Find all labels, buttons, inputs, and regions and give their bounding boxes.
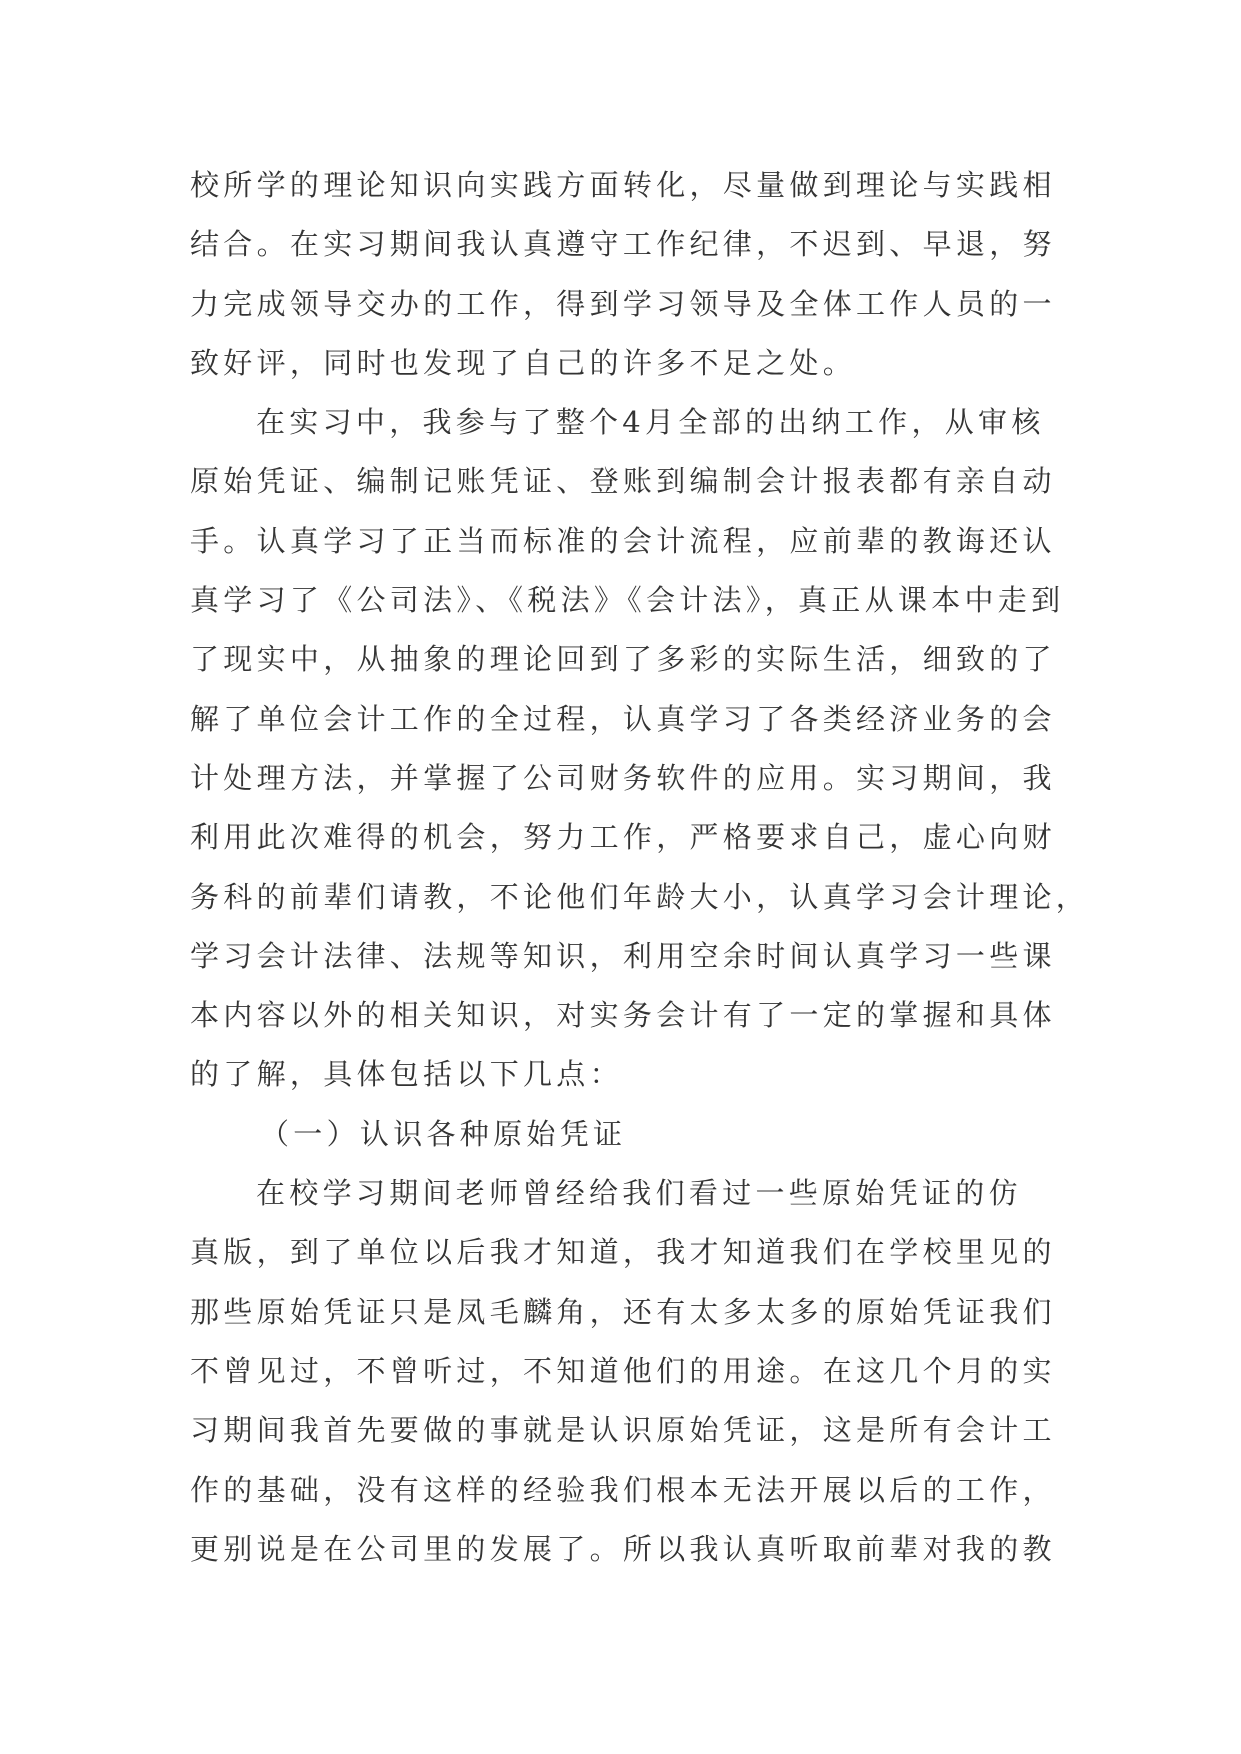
text-line: 那些原始凭证只是凤毛麟角，还有太多太多的原始凭证我们 bbox=[190, 1294, 1056, 1329]
text-line: 习期间我首先要做的事就是认识原始凭证，这是所有会计工 bbox=[190, 1413, 1056, 1448]
text-line: 学习会计法律、法规等知识，利用空余时间认真学习一些课 bbox=[190, 938, 1056, 973]
text-line: 真版，到了单位以后我才知道，我才知道我们在学校里见的 bbox=[190, 1235, 1056, 1270]
text-line: 计处理方法，并掌握了公司财务软件的应用。实习期间，我 bbox=[190, 760, 1056, 795]
text-line: 真学习了《公司法》、《税法》《会计法》，真正从课本中走到 bbox=[190, 583, 1065, 618]
text-line: 的了解，具体包括以下几点： bbox=[190, 1057, 623, 1092]
text-line: 解了单位会计工作的全过程，认真学习了各类经济业务的会 bbox=[190, 701, 1056, 736]
text-line: 本内容以外的相关知识，对实务会计有了一定的掌握和具体 bbox=[190, 998, 1056, 1033]
text-line: 原始凭证、编制记账凭证、登账到编制会计报表都有亲自动 bbox=[190, 464, 1056, 499]
text-line: 校所学的理论知识向实践方面转化，尽量做到理论与实践相 bbox=[190, 168, 1056, 202]
text-line: 更别说是在公司里的发展了。所以我认真听取前辈对我的教 bbox=[190, 1531, 1056, 1566]
text-line: 利用此次难得的机会，努力工作，严格要求自己，虚心向财 bbox=[190, 820, 1056, 855]
text-line: 作的基础，没有这样的经验我们根本无法开展以后的工作， bbox=[190, 1472, 1056, 1507]
text-line: 结合。在实习期间我认真遵守工作纪律，不迟到、早退，努 bbox=[190, 227, 1056, 262]
text-line: 手。认真学习了正当而标准的会计流程，应前辈的教诲还认 bbox=[190, 523, 1056, 558]
text-line: 了现实中，从抽象的理论回到了多彩的实际生活，细致的了 bbox=[190, 642, 1056, 677]
section-heading: （一）认识各种原始凭证 bbox=[260, 1116, 627, 1151]
text-line: 务科的前辈们请教，不论他们年龄大小，认真学习会计理论， bbox=[190, 879, 1090, 914]
paragraph-first-line: 在校学习期间老师曾经给我们看过一些原始凭证的仿 bbox=[256, 1176, 1022, 1211]
text-line: 致好评，同时也发现了自己的许多不足之处。 bbox=[190, 345, 857, 380]
text-line: 力完成领导交办的工作，得到学习领导及全体工作人员的一 bbox=[190, 286, 1056, 321]
text-line: 不曾见过，不曾听过，不知道他们的用途。在这几个月的实 bbox=[190, 1353, 1056, 1388]
paragraph-first-line: 在实习中，我参与了整个4月全部的出纳工作，从审核 bbox=[256, 405, 1045, 440]
body-text bbox=[190, 156, 1090, 1579]
